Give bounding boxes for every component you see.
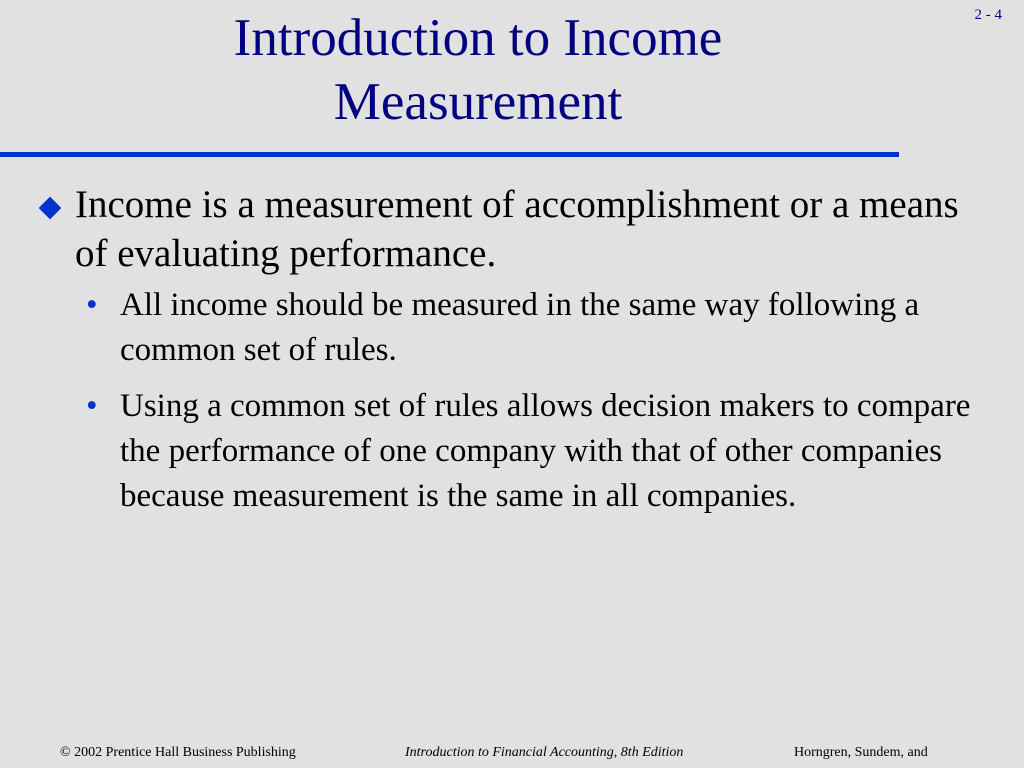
footer-authors: Horngren, Sundem, and <box>794 745 928 760</box>
slide-title-line-1: Introduction to Income <box>233 9 723 67</box>
sub-bullet-text: All income should be measured in the same way following a common set of rules. <box>120 287 920 368</box>
title-divider <box>0 152 899 157</box>
dot-bullet-icon: • <box>86 388 98 424</box>
slide-content <box>0 180 1024 530</box>
dot-bullet-icon: • <box>86 287 98 323</box>
slide-title-line-2: Measurement <box>333 73 623 131</box>
sub-bullet <box>0 384 1024 519</box>
slide-number: 2 - 4 <box>974 7 1002 23</box>
diamond-bullet-icon <box>39 197 62 220</box>
slide-title <box>0 6 956 134</box>
sub-bullet <box>0 283 1024 373</box>
sub-bullet-text: Using a common set of rules allows decision makers to compare the performance of one company with that of other companies because measurement is the same in all companies. <box>120 388 971 514</box>
main-bullet <box>0 180 1024 278</box>
sub-bullet-list <box>0 283 1024 519</box>
footer-copyright: © 2002 Prentice Hall Business Publishing <box>60 745 296 760</box>
slide-footer <box>0 745 1024 765</box>
main-bullet-text: Income is a measurement of accomplishment or a means of evaluating performance. <box>75 183 959 275</box>
footer-book-title: Introduction to Financial Accounting, 8th Edition <box>405 745 684 760</box>
